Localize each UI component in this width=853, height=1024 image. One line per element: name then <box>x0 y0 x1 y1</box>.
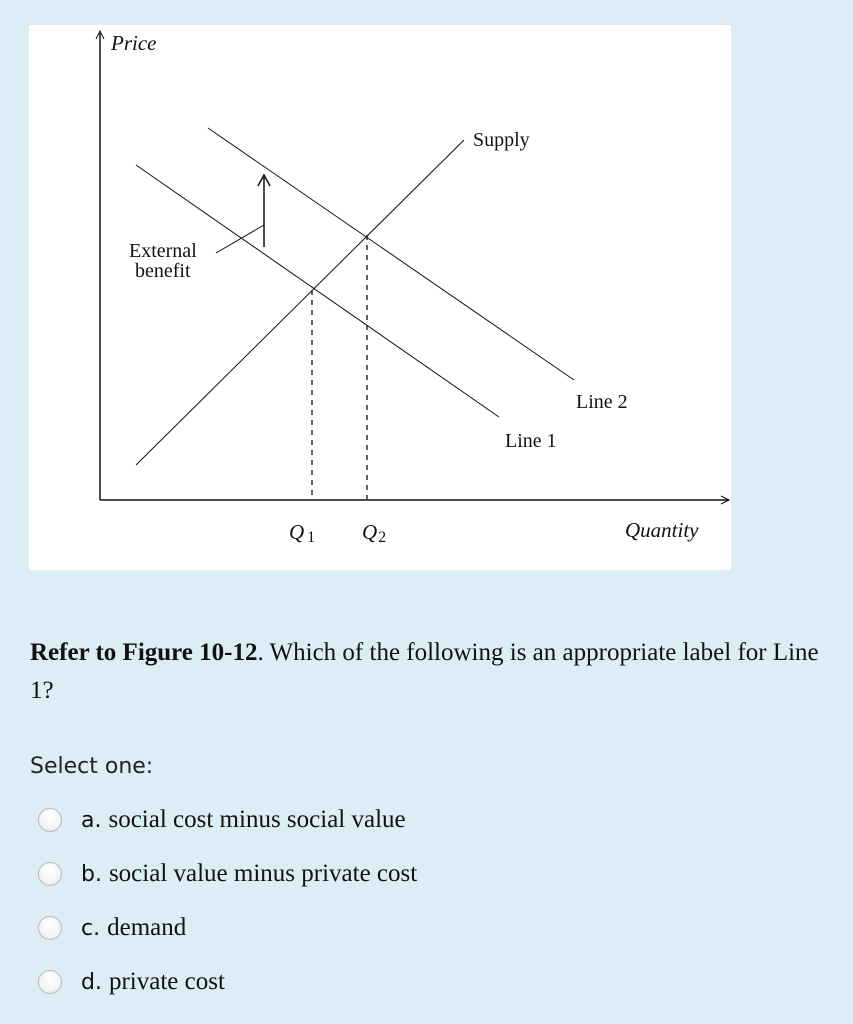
option-a[interactable] <box>38 793 738 847</box>
option-d-label: private cost <box>108 968 225 995</box>
supply-line <box>136 140 464 465</box>
figure-10-12 <box>29 25 731 570</box>
question-body: . Which of the following is an appropriate label for Line 1? <box>30 639 819 704</box>
option-d-text[interactable] <box>81 968 225 996</box>
option-b-letter: b. <box>81 862 109 887</box>
select-one-prompt: Select one: <box>30 754 154 779</box>
option-c-letter: c. <box>81 916 108 941</box>
external-benefit-label-line1: External <box>129 240 197 262</box>
option-b-label: social value minus private cost <box>108 860 418 887</box>
option-a-label: social cost minus social value <box>108 806 406 833</box>
axis-x-label: Quantity <box>625 518 699 542</box>
q2-label: Q2 <box>362 520 387 546</box>
question-text <box>30 634 835 710</box>
option-a-letter: a. <box>81 808 109 833</box>
answer-options <box>38 793 738 1009</box>
option-a-text[interactable] <box>81 806 406 834</box>
radio-button-d[interactable] <box>38 970 62 994</box>
axis-y-label: Price <box>111 31 157 55</box>
radio-button-a[interactable] <box>38 808 62 832</box>
supply-label: Supply <box>473 129 530 151</box>
option-c-label: demand <box>107 914 187 941</box>
q1-label: Q 1 <box>289 520 316 546</box>
line-1-label: Line 1 <box>505 430 557 452</box>
option-c-text[interactable] <box>81 914 186 942</box>
radio-button-b[interactable] <box>38 862 62 886</box>
question-figure-ref: Refer to Figure 10-12 <box>30 639 258 666</box>
option-c[interactable] <box>38 901 738 955</box>
radio-button-c[interactable] <box>38 916 62 940</box>
option-d[interactable] <box>38 955 738 1009</box>
external-benefit-label-line2: benefit <box>135 260 191 282</box>
option-d-letter: d. <box>81 970 109 995</box>
line-2-label: Line 2 <box>576 391 628 413</box>
option-b-text[interactable] <box>81 860 417 888</box>
supply-demand-graph <box>29 25 731 570</box>
option-b[interactable] <box>38 847 738 901</box>
